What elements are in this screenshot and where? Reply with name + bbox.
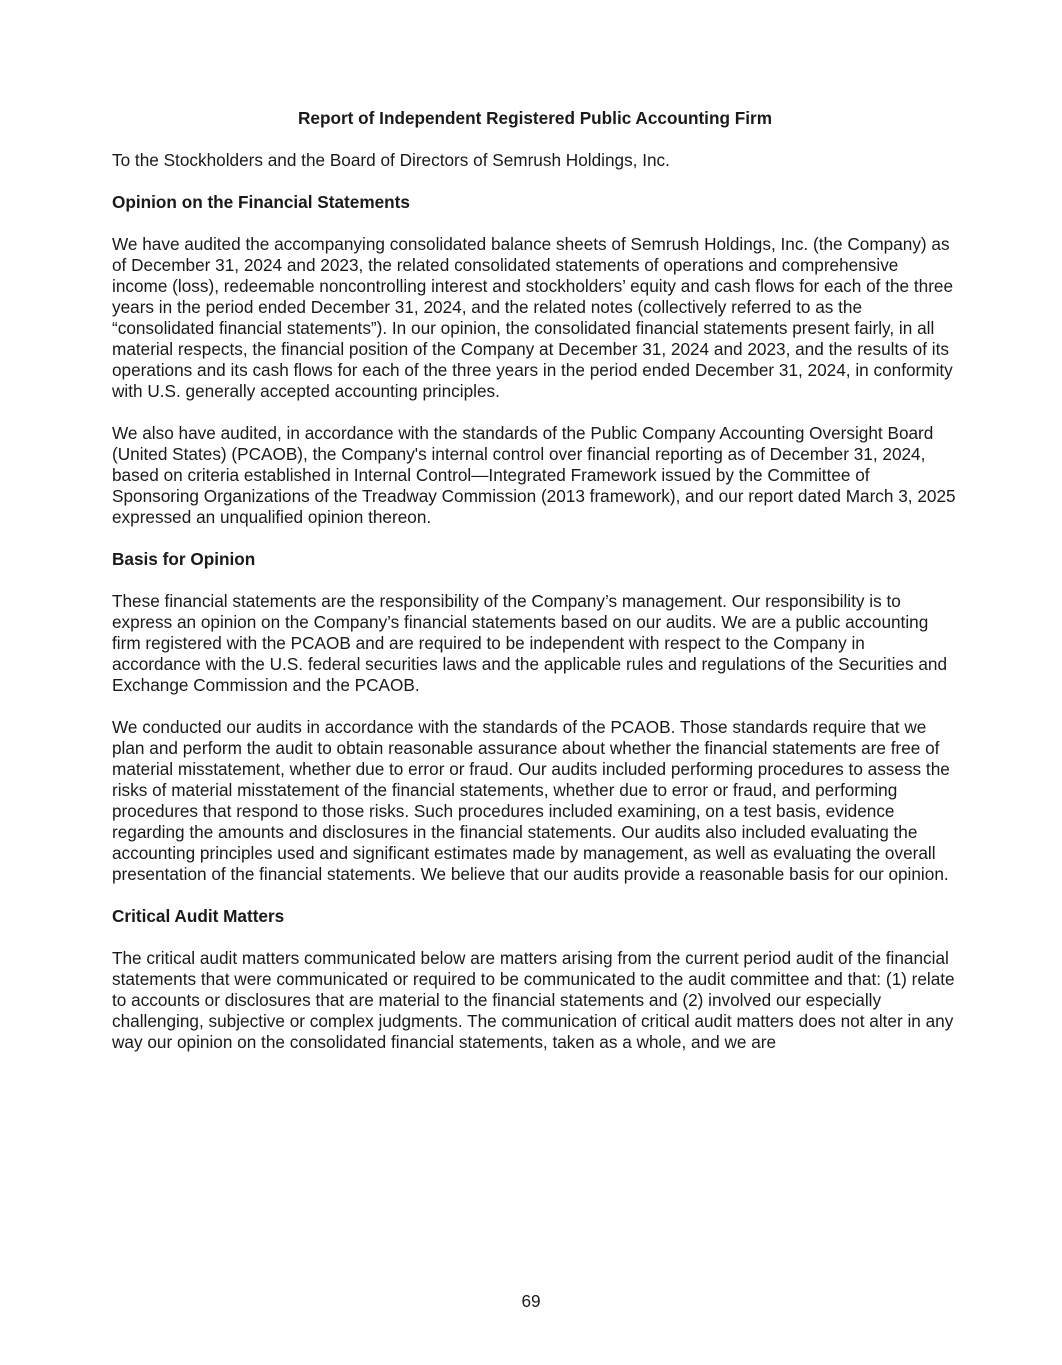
report-title: Report of Independent Registered Public Accounting Firm: [298, 108, 772, 128]
paragraph-basis-2: We conducted our audits in accordance with the standards of the PCAOB. Those standards require that we plan and perform the audit to obtain reasonable assurance about whether the financial statements are free of material misstatement, whether due to error or fraud. Our audits included performing procedures to assess the risks of material misstatement of the financial statements, whether due to error or fraud, and performing procedures that respond to those risks. Such procedures included examining, on a test basis, evidence regarding the amounts and disclosures in the financial statements. Our audits also included evaluating the accounting principles used and significant estimates made by management, as well as evaluating the overall presentation of the financial statements. We believe that our audits provide a reasonable basis for our opinion.: [112, 717, 950, 884]
page-number: 69: [521, 1291, 541, 1311]
paragraph-critical-audit-matters-1: The critical audit matters communicated below are matters arising from the current period audit of the financial statements that were communicated or required to be communicated to the audit committee and that: (1) relate to accounts or disclosures that are material to the financial statements and (2) involved our especially challenging, subjective or complex judgments. The communication of critical audit matters does not alter in any way our opinion on the consolidated financial statements, taken as a whole, and we are: [112, 948, 955, 1052]
section-heading-opinion: Opinion on the Financial Statements: [112, 192, 410, 212]
addressee-line: To the Stockholders and the Board of Directors of Semrush Holdings, Inc.: [112, 150, 670, 170]
section-heading-critical-audit-matters: Critical Audit Matters: [112, 906, 285, 926]
paragraph-basis-1: These financial statements are the responsibility of the Company’s management. Our responsibility is to express an opinion on the Company’s financial statements based on our audits. We are a public accounting firm registered with the PCAOB and are required to be independent with respect to the Company in accordance with the U.S. federal securities laws and the applicable rules and regulations of the Securities and Exchange Commission and the PCAOB.: [112, 591, 948, 695]
paragraph-opinion-2: We also have audited, in accordance with the standards of the Public Company Accounting Oversight Board (United States) (PCAOB), the Company's internal control over financial reporting as of December 31, 2024, based on criteria established in Internal Control—Integrated Framework issued by the Committee of Sponsoring Organizations of the Treadway Commission (2013 framework), and our report dated March 3, 2025 expressed an unqualified opinion thereon.: [112, 423, 956, 527]
section-heading-basis: Basis for Opinion: [112, 549, 256, 569]
paragraph-opinion-1: We have audited the accompanying consolidated balance sheets of Semrush Holdings, Inc. (the Company) as of December 31, 2024 and 2023, the related consolidated statements of operations and comprehensive income (loss), redeemable noncontrolling interest and stockholders’ equity and cash flows for each of the three years in the period ended December 31, 2024, and the related notes (collectively referred to as the “consolidated financial statements”). In our opinion, the consolidated financial statements present fairly, in all material respects, the financial position of the Company at December 31, 2024 and 2023, and the results of its operations and its cash flows for each of the three years in the period ended December 31, 2024, in conformity with U.S. generally accepted accounting principles.: [112, 234, 954, 401]
document-body: [112, 108, 958, 1074]
